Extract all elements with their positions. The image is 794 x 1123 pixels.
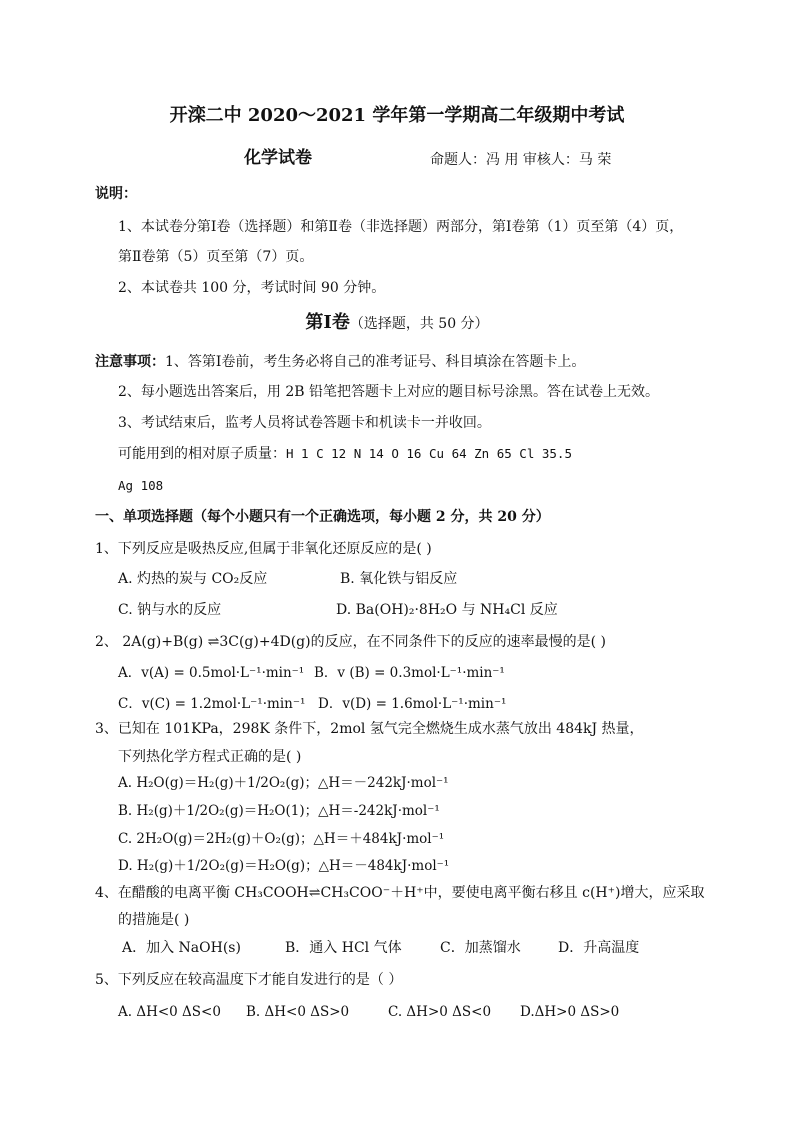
q3-stem-2: 下列热化学方程式正确的是( ) — [118, 749, 302, 765]
q1-option-b: B. 氧化铁与铝反应 — [340, 571, 458, 587]
q4-option-d: D．升高温度 — [558, 940, 640, 956]
q2-option-a: A．v(A) = 0.5mol·L⁻¹·min⁻¹ — [118, 665, 305, 681]
attention-item-1 — [95, 353, 585, 371]
q4-stem-1: 4、在醋酸的电离平衡 CH₃COOH⇌CH₃COO⁻＋H⁺中，要使电离平衡右移且 c(H⁺)增大，应采取 — [95, 885, 705, 901]
attention-label: 注意事项： — [95, 354, 165, 370]
q2-option-d: D．v(D) = 1.6mol·L⁻¹·min⁻¹ — [318, 696, 507, 712]
q5-option-c: C. ΔH>0 ΔS<0 — [388, 1004, 492, 1020]
section1-heading: 一、单项选择题（每个小题只有一个正确选项，每小题 2 分，共 20 分） — [95, 509, 550, 525]
q4-option-b: B．通入 HCl 气体 — [285, 940, 402, 956]
q1-option-a: A. 灼热的炭与 CO₂反应 — [118, 571, 268, 587]
notes-line-1: 1、本试卷分第Ⅰ卷（选择题）和第Ⅱ卷（非选择题）两部分，第Ⅰ卷第（1）页至第（4）页， — [118, 219, 684, 235]
q4-option-a: A．加入 NaOH(s) — [122, 940, 241, 956]
q3-option-d: D. H₂(g)＋1/2O₂(g)＝H₂O(g)；△H＝－484kJ·mol⁻¹ — [118, 858, 450, 874]
exam-title: 开滦二中 2020～2021 学年第一学期高二年级期中考试 — [169, 105, 625, 126]
part1-title: 第Ⅰ卷 — [305, 312, 350, 333]
q5-option-a: A. ΔH<0 ΔS<0 — [118, 1004, 221, 1020]
masses-values: H 1 C 12 N 14 O 16 Cu 64 Zn 65 Cl 35.5 — [286, 446, 572, 461]
q4-stem-2: 的措施是( ) — [118, 912, 190, 928]
masses-label: 可能用到的相对原子质量： — [118, 446, 286, 462]
q3-option-b: B. H₂(g)＋1/2O₂(g)＝H₂O(1)；△H＝-242kJ·mol⁻¹ — [118, 803, 440, 819]
q3-stem-1: 3、已知在 101KPa，298K 条件下，2mol 氢气完全燃烧生成水蒸气放出 484kJ 热量， — [95, 721, 644, 737]
atomic-masses-2: Ag 108 — [118, 478, 164, 493]
q3-option-c: C. 2H₂O(g)＝2H₂(g)＋O₂(g)；△H＝＋484kJ·mol⁻¹ — [118, 831, 445, 847]
q5-option-d: D.ΔH>0 ΔS>0 — [520, 1004, 620, 1020]
q1-stem: 1、下列反应是吸热反应,但属于非氧化还原反应的是( ) — [95, 541, 432, 557]
q1-option-c: C. 钠与水的反应 — [118, 602, 222, 618]
q1-option-d: D. Ba(OH)₂·8H₂O 与 NH₄Cl 反应 — [336, 602, 558, 618]
part1-subtitle: （选择题，共 50 分） — [349, 316, 489, 332]
q3-option-a: A. H₂O(g)＝H₂(g)＋1/2O₂(g)；△H＝－242kJ·mol⁻¹ — [118, 775, 449, 791]
atomic-masses — [118, 445, 572, 463]
subject-title: 化学试卷 — [244, 148, 312, 168]
q5-option-b: B. ΔH<0 ΔS>0 — [246, 1004, 350, 1020]
attention-text-1: 1、答第Ⅰ卷前，考生务必将自己的准考证号、科目填涂在答题卡上。 — [165, 354, 586, 370]
attention-item-2: 2、每小题选出答案后，用 2B 铅笔把答题卡上对应的题目标号涂黑。答在试卷上无效。 — [118, 384, 660, 400]
q5-stem: 5、下列反应在较高温度下才能自发进行的是（ ） — [95, 972, 403, 988]
q4-option-c: C．加蒸馏水 — [440, 940, 521, 956]
q2-option-c: C．v(C) = 1.2mol·L⁻¹·min⁻¹ — [118, 696, 306, 712]
notes-line-3: 2、本试卷共 100 分，考试时间 90 分钟。 — [118, 280, 386, 296]
notes-heading: 说明： — [95, 186, 137, 202]
notes-line-2: 第Ⅱ卷第（5）页至第（7）页。 — [118, 249, 314, 265]
q2-stem: 2、 2A(g)+B(g) ⇌3C(g)+4D(g)的反应，在不同条件下的反应的速率最慢的是( ) — [95, 634, 606, 650]
authors: 命题人：冯 用 审核人：马 荣 — [430, 152, 612, 168]
attention-item-3: 3、考试结束后，监考人员将试卷答题卡和机读卡一并收回。 — [118, 415, 491, 431]
q2-option-b: B．v (B) = 0.3mol·L⁻¹·min⁻¹ — [314, 665, 505, 681]
part1-heading — [0, 314, 794, 333]
